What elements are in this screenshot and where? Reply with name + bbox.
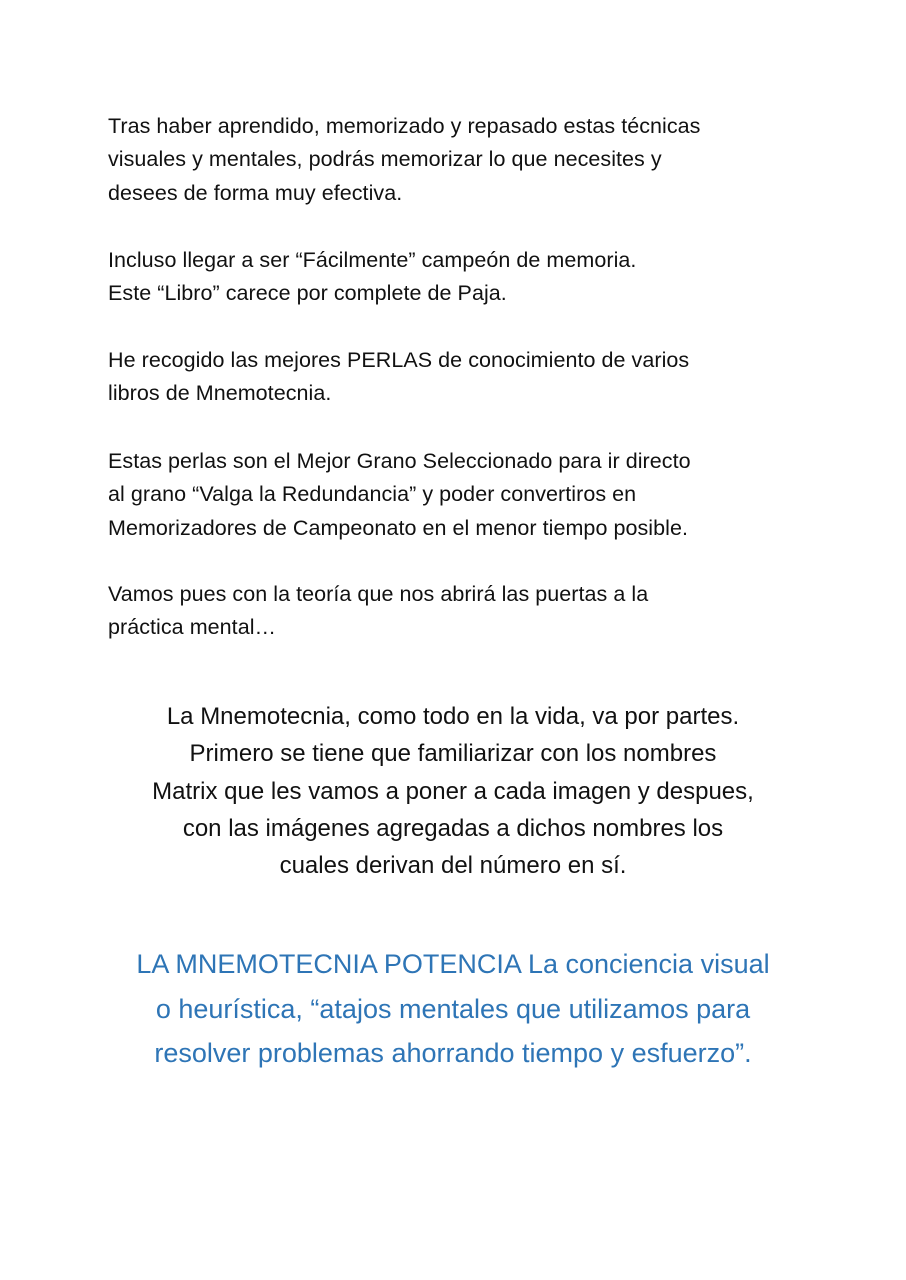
text-line: visuales y mentales, podrás memorizar lo que necesites y bbox=[108, 147, 662, 172]
text-line: libros de Mnemotecnia. bbox=[108, 381, 332, 406]
highlight-heading-paragraph bbox=[90, 942, 816, 1076]
text-line: La Mnemotecnia, como todo en la vida, va por partes. bbox=[166, 703, 740, 730]
highlight-line: o heurística, “atajos mentales que utilizamos para bbox=[155, 993, 751, 1024]
text-line: práctica mental… bbox=[108, 615, 277, 640]
text-line: Tras haber aprendido, memorizado y repasado estas técnicas bbox=[108, 114, 701, 138]
text-line: Estas perlas son el Mejor Grano Seleccionado para ir directo bbox=[108, 449, 691, 473]
text-line: Incluso llegar a ser “Fácilmente” campeón de memoria. bbox=[108, 248, 637, 272]
text-line: desees de forma muy efectiva. bbox=[108, 180, 403, 205]
text-line: al grano “Valga la Redundancia” y poder convertiros en bbox=[108, 482, 637, 507]
highlight-line: resolver problemas ahorrando tiempo y esfuerzo”. bbox=[154, 1038, 752, 1068]
champion-paragraph bbox=[108, 244, 828, 311]
theory-paragraph bbox=[108, 578, 828, 645]
text-line: Primero se tiene que familiarizar con los nombres bbox=[189, 740, 717, 768]
highlight-line: LA MNEMOTECNIA POTENCIA La conciencia visual bbox=[136, 949, 770, 979]
text-line: Vamos pues con la teoría que nos abrirá las puertas a la bbox=[108, 582, 649, 606]
selected-grain-paragraph bbox=[108, 445, 828, 545]
text-line: Memorizadores de Campeonato en el menor tiempo posible. bbox=[108, 515, 688, 540]
text-line: cuales derivan del número en sí. bbox=[279, 852, 627, 880]
intro-paragraph bbox=[108, 110, 828, 210]
text-line: He recogido las mejores PERLAS de conocimiento de varios bbox=[108, 348, 690, 372]
text-line: Matrix que les vamos a poner a cada imagen y despues, bbox=[152, 777, 754, 805]
text-line: Este “Libro” carece por complete de Paja. bbox=[108, 281, 507, 306]
pearls-paragraph bbox=[108, 344, 828, 411]
text-line: con las imágenes agregadas a dichos nombres los bbox=[182, 814, 724, 842]
mnemotecnia-centered-paragraph bbox=[90, 698, 816, 884]
